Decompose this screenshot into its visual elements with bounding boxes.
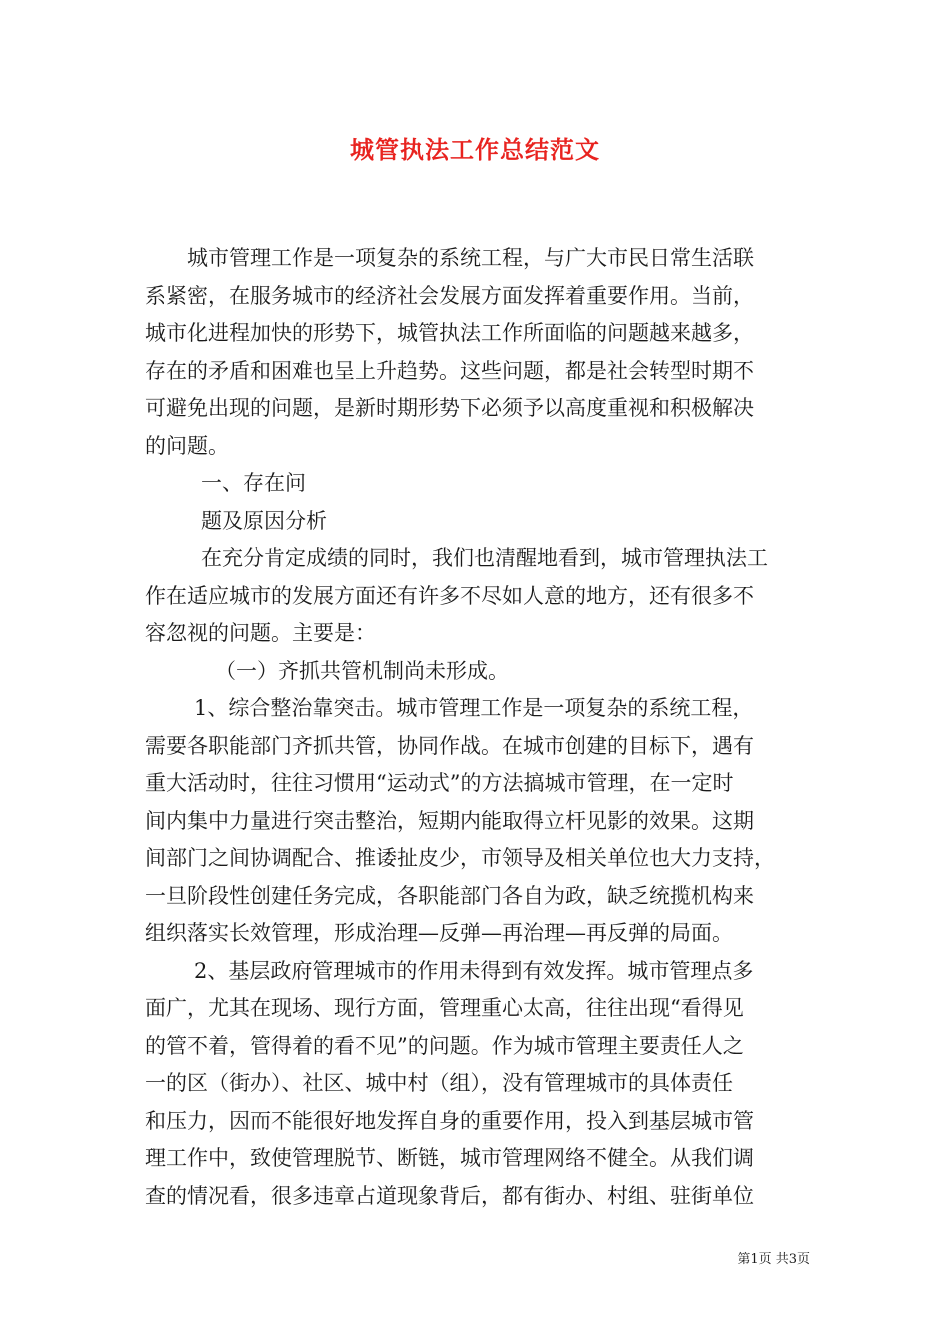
text-line: 1、综合整治靠突击。城市管理工作是一项复杂的系统工程，	[194, 696, 754, 720]
text-line: 查的情况看，很多违章占道现象背后，都有街办、村组、驻街单位	[145, 1183, 754, 1208]
text-line: 城市化进程加快的形势下，城管执法工作所面临的问题越来越多，	[145, 321, 754, 345]
text-line: 在充分肯定成绩的同时，我们也清醒地看到，城市管理执法工	[201, 546, 768, 570]
text-line: 一的区（街办）、社区、城中村（组），没有管理城市的具体责任	[145, 1071, 733, 1095]
section-heading-line: 一、存在问	[201, 471, 306, 495]
text-line: 存在的矛盾和困难也呈上升趋势。这些问题，都是社会转型时期不	[145, 358, 754, 383]
text-line: 可避免出现的问题，是新时期形势下必须予以高度重视和积极解决	[145, 396, 754, 420]
text-line: 理工作中，致使管理脱节、断链，城市管理网络不健全。从我们调	[145, 1146, 754, 1170]
text-line: 系紧密，在服务城市的经济社会发展方面发挥着重要作用。当前，	[145, 283, 754, 308]
text-line: 容忽视的问题。主要是：	[145, 621, 376, 645]
section-heading-line: 题及原因分析	[201, 508, 327, 533]
text-line: 组织落实长效管理，形成治理—反弹—再治理—再反弹的局面。	[145, 921, 733, 945]
text-line: 的问题。	[145, 433, 229, 458]
text-line: 需要各职能部门齐抓共管，协同作战。在城市创建的目标下，遇有	[145, 733, 754, 758]
text-line: 的管不着，管得着的看不见”的问题。作为城市管理主要责任人之	[145, 1033, 744, 1058]
text-line: 城市管理工作是一项复杂的系统工程，与广大市民日常生活联	[187, 246, 754, 270]
text-line: 间内集中力量进行突击整治，短期内能取得立杆见影的效果。这期	[145, 808, 754, 833]
text-line: 面广，尤其在现场、现行方面，管理重心太高，往往出现“看得见	[145, 996, 744, 1020]
text-line: 间部门之间协调配合、推诿扯皮少，市领导及相关单位也大力支持，	[145, 846, 775, 870]
text-line: 重大活动时，往往习惯用“运动式”的方法搞城市管理，在一定时	[145, 771, 734, 795]
document-title: 城管执法工作总结范文	[350, 135, 600, 164]
subsection-heading-line: （一）齐抓共管机制尚未形成。	[215, 658, 509, 683]
text-line: 和压力，因而不能很好地发挥自身的重要作用，投入到基层城市管	[145, 1108, 754, 1133]
text-line: 2、基层政府管理城市的作用未得到有效发挥。城市管理点多	[194, 958, 754, 983]
text-line: 作在适应城市的发展方面还有许多不尽如人意的地方，还有很多不	[145, 583, 754, 608]
document-body	[145, 240, 815, 1215]
page-number: 第1页 共3页	[737, 1252, 810, 1267]
text-line: 一旦阶段性创建任务完成，各职能部门各自为政，缺乏统揽机构来	[145, 883, 754, 908]
